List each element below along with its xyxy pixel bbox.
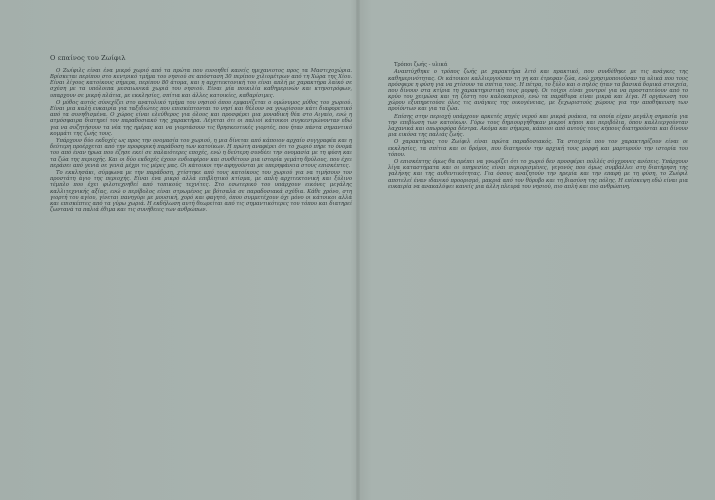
paragraph: Επίσης στην περιοχή υπάρχουν αρκετές πηγές νερού και μικρά ρυάκια, τα οποία είχαν μεγάλη σημασία για την επιβίωση των κατοίκων. Γύρω τους δημιουργήθηκαν μικροί κήποι και περιβόλια, όπου καλλιεργούνταν λαχανικά και οπωροφόρα δέντρα. Ακόμα και σήμερα, κάποιοι από αυτούς τους κήπους διατηρούνται και δίνουν μια εικόνα της παλιάς ζωής. — [388, 113, 688, 139]
paragraph: Υπάρχουν δύο εκδοχές ως προς την ονομασία του χωριού, η μια δίνεται από κάποιον αρχαίο συγγραφέα και η δεύτερη προέρχεται από την προφορική παράδοση των κατοίκων. Η πρώτη αναφέρει ότι το χωριό πήρε το όνομά του από έναν ήρωα που έζησε εκεί σε παλαιότερες εποχές, ενώ η δεύτερη συνδέει την ονομασία με τη φύση και τα ζώα της περιοχής. Και οι δύο εκδοχές έχουν ενδιαφέρον και συνθέτουν μια ιστορία γεμάτη θρύλους, που έχει περάσει από γενιά σε γενιά μέχρι τις μέρες μας. Οι κάτοικοι την αφηγούνται με υπερηφάνεια στους επισκέπτες. — [50, 138, 352, 169]
paragraph: Ο επισκέπτης όμως θα πρέπει να γνωρίζει ότι το χωριό δεν προσφέρει πολλές σύγχρονες ανέσεις. Υπάρχουν λίγα καταστήματα και οι υπηρεσίες είναι περιορισμένες, γεγονός που όμως συμβάλλει στη διατήρηση της γαλήνης και της αυθεντικότητας. Για όσους αναζητούν την ηρεμία και την επαφή με τη φύση, το Ζωίφιλ αποτελεί έναν ιδανικό προορισμό, μακριά από τον θόρυβο και τη βιασύνη της πόλης. Η επίσκεψη εδώ είναι μια ευκαιρία να ανακαλύψει κανείς μια άλλη πλευρά του νησιού, πιο απλή και πιο ανθρώπινη. — [388, 159, 688, 190]
page-title: Ο επαίνος του Ζωίφιλ — [50, 54, 126, 62]
section-heading: Τρόποι ζωής - υλικά — [394, 62, 448, 68]
paragraph: Αναπτύχθηκε ο τρόπος ζωής με χαρακτήρα λιτό και πρακτικό, που συνδέθηκε με τις ανάγκες της καθημερινότητας. Οι κάτοικοι καλλιεργούσαν τη γη και έτρεφαν ζώα, ενώ χρησιμοποιούσαν τα υλικά που τους πρόσφερε η φύση για να χτίσουν τα σπίτια τους. Η πέτρα, το ξύλο και ο πηλός ήταν τα βασικά δομικά στοιχεία, που δίνουν στα κτίρια τη χαρακτηριστική τους μορφή. Οι τοίχοι είναι χοντροί για να προστατεύουν από το κρύο του χειμώνα και τη ζέστη του καλοκαιριού, ενώ τα παράθυρα είναι μικρά και λίγα. Η οργάνωση του χώρου εξυπηρετούσε όλες τις ανάγκες της οικογένειας, με ξεχωριστούς χώρους για την αποθήκευση των προϊόντων και για τα ζώα. — [388, 69, 688, 113]
paragraph: Το εκκλησάκι, σύμφωνα με την παράδοση, χτίστηκε από τους κατοίκους του χωριού για να τιμήσουν τον προστάτη άγιο της περιοχής. Είναι ένα μικρό αλλά επιβλητικό κτίσμα, με απλή αρχιτεκτονική και ξύλινο τέμπλο που έχει φιλοτεχνηθεί από τοπικούς τεχνίτες. Στο εσωτερικό του υπάρχουν εικόνες μεγάλης καλλιτεχνικής αξίας, ενώ ο περίβολος είναι στρωμένος με βότσαλα σε παραδοσιακά σχέδια. Κάθε χρόνο, στη γιορτή του αγίου, γίνεται πανηγύρι με μουσική, χορό και φαγητό, όπου συμμετέχουν όχι μόνο οι κάτοικοι αλλά και επισκέπτες από τα γύρω χωριά. Η εκδήλωση αυτή θεωρείται από τις σημαντικότερες του τόπου και διατηρεί ζωντανά τα παλιά έθιμα και τις συνήθειες των ανθρώπων. — [50, 170, 352, 213]
paragraph: Ο χαρακτήρας του Ζωίφιλ είναι πρώτα παραδοσιακός. Τα στοιχεία που τον χαρακτηρίζουν είναι οι εκκλησίες, τα σπίτια και οι δρόμοι, που διατηρούν την αρχική τους μορφή και μαρτυρούν την ιστορία του τόπου. — [388, 139, 688, 158]
book-gutter — [356, 0, 360, 500]
left-page-body — [50, 68, 352, 214]
paragraph: Ο μύθος αυτός σύνεχίζει στο ανατολικό τμήμα του νησιού όπου εμφανίζεται ο ομώνυμος μύθος του χωριού. Είναι μια καλή ευκαιρία για ταξιδιώτες που επισκέπτονται το νησί και θέλουν να γνωρίσουν κάτι διαφορετικό από τα συνηθισμένα. Ο χώρος είναι ελεύθερος για όλους και προσφέρει μια μοναδική θέα στο Αιγαίο, ενώ η ατμόσφαιρα διατηρεί τον παραδοσιακό της χαρακτήρα. Λέγεται ότι οι παλιοί κάτοικοι συγκεντρώνονταν εδώ για να συζητήσουν τα νέα της ημέρας και να γιορτάσουν τις θρησκευτικές γιορτές, που ήταν πάντα σημαντικό κομμάτι της ζωής τους. — [50, 99, 352, 137]
right-page-column — [388, 62, 688, 191]
paragraph: Ο Ζωίφιλς είναι ένα μικρό χωριό από τα πρώτα που ευνοηθεί κανείς ημιχανιοτος προς τα Μαστιχοχώρια. Βρίσκεται περίπου στο κεντρικό τμήμα του νησιού σε απόσταση 30 περίπου χιλιομέτρων από τη Χώρα της Χίου. Είναι λίγους κατοίκους σήμερα, περίπου 80 άτομα, και η αρχιτεκτονική του είναι απλή με χαρακτήρα λαϊκό σε σχέση με τα υπόλοιπα μεσαιωνικά χωριά του νησιού. Είναι μία ποικιλία καθημερινών και κτηνοτρόφων, υπαρχουν σε μικρή πλάτια, με εκκλησίες, σπίτια και άλλες κατοικίες, καθαρίσιμες. — [50, 68, 352, 99]
